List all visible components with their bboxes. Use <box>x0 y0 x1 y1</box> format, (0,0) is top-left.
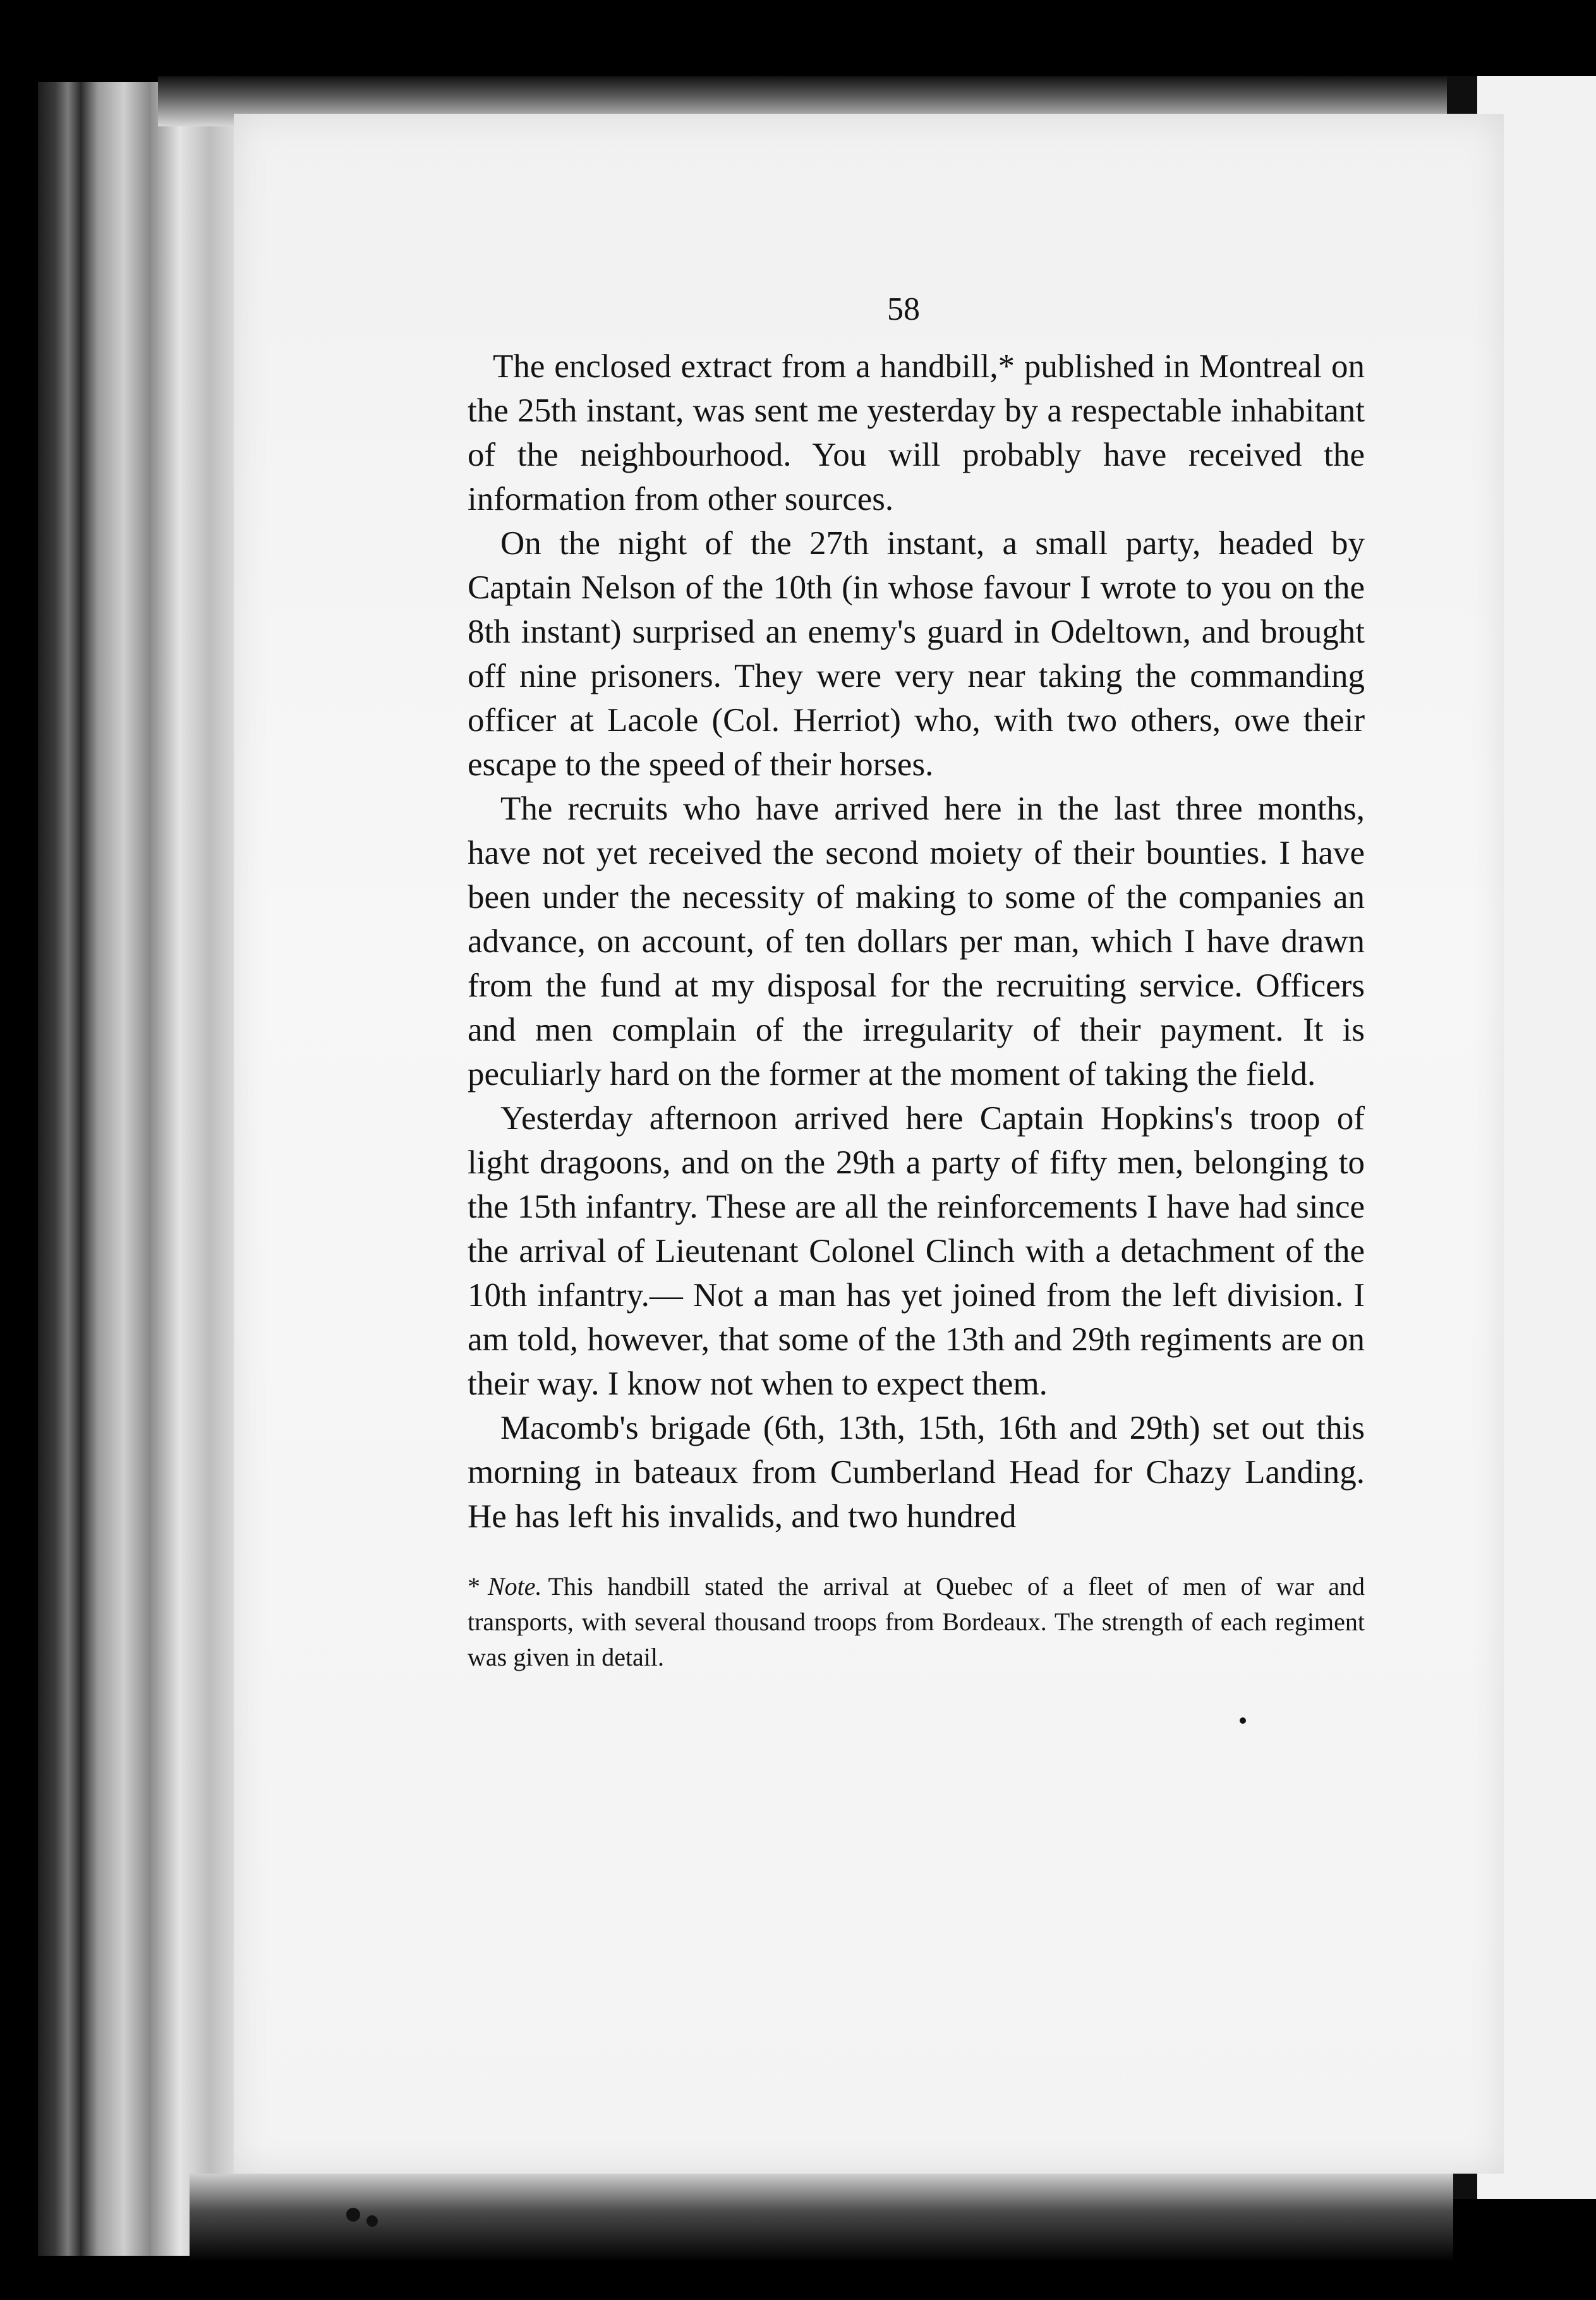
paragraph-3: The recruits who have arrived here in the last three months, have not yet received the second moiety of their bounties. I have been under the necessity of making to some of the companies an advance, on account, of ten dollars per man, which I have drawn from the fund at my disposal for the recruiting service. Officers and men complain of the irregularity of their payment. It is peculiarly hard on the former at the moment of taking the field. <box>468 790 1365 1092</box>
footnote-label: Note. <box>488 1572 542 1601</box>
footnote-mark: * <box>468 1572 480 1601</box>
bottom-shadow <box>190 2174 1453 2300</box>
paragraph-1: The enclosed extract from a handbill,* published in Montreal on the 25th instant, was sent me yesterday by a respectable inhabitant of the neighbourhood. You will probably have received the information from other sources. <box>468 348 1365 518</box>
footnote <box>468 1569 1365 1675</box>
paragraph-4: Yesterday afternoon arrived here Captain Hopkins's troop of light dragoons, and on the 29th a party of fifty men, belonging to the 15th infantry. These are all the reinforcements I have had since the arrival of Lieutenant Colonel Clinch with a detachment of the 10th infantry.— Not a man has yet joined from the left division. I am told, however, that some of the 13th and 29th regiments are on their way. I know not when to expect them. <box>468 1100 1365 1402</box>
ink-speck <box>366 2215 378 2227</box>
page-content <box>468 291 1365 1675</box>
paragraph-5: Macomb's brigade (6th, 13th, 15th, 16th and 29th) set out this morning in bateaux from Cumberland Head for Chazy Landing. He has left his invalids, and two hundred <box>468 1410 1365 1535</box>
ink-speck <box>346 2208 360 2222</box>
footnote-text: This handbill stated the arrival at Quebec of a fleet of men of war and transports, with several thousand troops from Bordeaux. The strength of each regiment was given in detail. <box>468 1572 1365 1671</box>
paragraph-2: On the night of the 27th instant, a small party, headed by Captain Nelson of the 10th (in whose favour I wrote to you on the 8th instant) surprised an enemy's guard in Odeltown, and brought off nine prisoners. They were very near taking the commanding officer at Lacole (Col. Herriot) who, with two others, owe their escape to the speed of their horses. <box>468 525 1365 783</box>
page-number: 58 <box>887 291 920 327</box>
book-page-edges <box>38 82 253 2256</box>
ink-speck <box>1240 1717 1246 1724</box>
